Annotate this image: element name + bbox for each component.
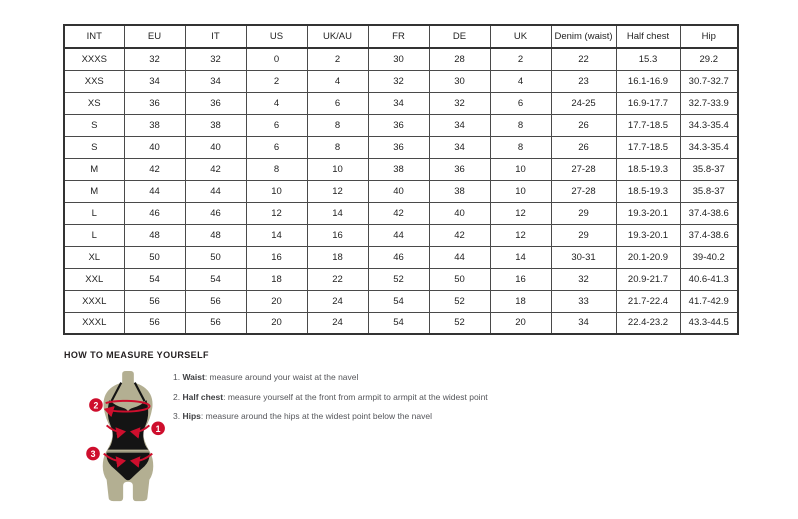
cell-half-chest: 16.9-17.7 [616,92,680,114]
cell-int: M [64,158,124,180]
table-row [64,158,738,180]
cell-uk: 8 [490,136,551,158]
column-header: Half chest [616,25,680,48]
cell-denim-waist: 33 [551,290,616,312]
cell-fr: 38 [368,158,429,180]
cell-uk: 20 [490,312,551,334]
instruction-text: : measure around the hips at the widest point below the navel [200,411,432,421]
cell-int: XXXL [64,312,124,334]
cell-it: 56 [185,312,246,334]
cell-hip: 41.7-42.9 [680,290,738,312]
cell-int: S [64,136,124,158]
badge-waist [151,422,165,436]
cell-uk: 10 [490,180,551,202]
size-table-body [64,48,738,334]
measure-instructions [173,368,593,427]
cell-it: 42 [185,158,246,180]
badge-hips [86,447,100,461]
cell-ukau: 24 [307,312,368,334]
column-header: Denim (waist) [551,25,616,48]
cell-eu: 32 [124,48,185,70]
column-header: IT [185,25,246,48]
column-header: UK/AU [307,25,368,48]
cell-fr: 36 [368,136,429,158]
cell-ukau: 18 [307,246,368,268]
cell-ukau: 4 [307,70,368,92]
cell-it: 36 [185,92,246,114]
cell-us: 18 [246,268,307,290]
cell-eu: 56 [124,312,185,334]
size-table [63,24,739,335]
cell-hip: 34.3-35.4 [680,114,738,136]
cell-denim-waist: 30-31 [551,246,616,268]
cell-denim-waist: 29 [551,224,616,246]
cell-half-chest: 15.3 [616,48,680,70]
cell-de: 42 [429,224,490,246]
cell-half-chest: 17.7-18.5 [616,114,680,136]
cell-de: 28 [429,48,490,70]
table-row [64,290,738,312]
table-row [64,92,738,114]
table-row [64,70,738,92]
cell-de: 52 [429,290,490,312]
cell-it: 56 [185,290,246,312]
cell-us: 6 [246,114,307,136]
table-row [64,114,738,136]
instruction-number: 3. [173,411,181,421]
cell-ukau: 14 [307,202,368,224]
cell-hip: 39-40.2 [680,246,738,268]
cell-hip: 43.3-44.5 [680,312,738,334]
table-row [64,48,738,70]
cell-it: 46 [185,202,246,224]
cell-uk: 2 [490,48,551,70]
cell-half-chest: 17.7-18.5 [616,136,680,158]
cell-int: XXXS [64,48,124,70]
table-row [64,268,738,290]
badge-number: 3 [90,449,96,460]
cell-int: L [64,224,124,246]
badge-number: 1 [155,423,161,434]
cell-ukau: 2 [307,48,368,70]
cell-us: 20 [246,290,307,312]
cell-ukau: 6 [307,92,368,114]
cell-de: 30 [429,70,490,92]
cell-us: 10 [246,180,307,202]
cell-eu: 46 [124,202,185,224]
cell-it: 32 [185,48,246,70]
cell-us: 6 [246,136,307,158]
badge-half-chest [89,398,103,412]
cell-ukau: 8 [307,114,368,136]
cell-uk: 12 [490,224,551,246]
cell-it: 48 [185,224,246,246]
cell-uk: 16 [490,268,551,290]
cell-int: XXS [64,70,124,92]
cell-uk: 4 [490,70,551,92]
cell-ukau: 22 [307,268,368,290]
cell-denim-waist: 22 [551,48,616,70]
cell-half-chest: 16.1-16.9 [616,70,680,92]
cell-fr: 42 [368,202,429,224]
cell-de: 38 [429,180,490,202]
cell-fr: 46 [368,246,429,268]
column-header: Hip [680,25,738,48]
cell-us: 0 [246,48,307,70]
cell-int: L [64,202,124,224]
cell-half-chest: 22.4-23.2 [616,312,680,334]
cell-it: 50 [185,246,246,268]
instruction-text: : measure around your waist at the navel [204,372,359,382]
measurement-figure [78,371,181,507]
measure-instruction [173,368,593,388]
cell-denim-waist: 27-28 [551,180,616,202]
cell-denim-waist: 32 [551,268,616,290]
cell-hip: 37.4-38.6 [680,224,738,246]
cell-de: 34 [429,136,490,158]
cell-fr: 36 [368,114,429,136]
cell-uk: 14 [490,246,551,268]
cell-uk: 10 [490,158,551,180]
cell-ukau: 24 [307,290,368,312]
cell-int: XS [64,92,124,114]
cell-de: 44 [429,246,490,268]
cell-de: 40 [429,202,490,224]
column-header: INT [64,25,124,48]
cell-fr: 54 [368,312,429,334]
cell-hip: 32.7-33.9 [680,92,738,114]
cell-de: 36 [429,158,490,180]
cell-it: 44 [185,180,246,202]
cell-us: 14 [246,224,307,246]
cell-de: 52 [429,312,490,334]
instruction-text: : measure yourself at the front from armpit to armpit at the widest point [223,391,488,402]
mannequin-illustration [78,371,181,507]
cell-hip: 40.6-41.3 [680,268,738,290]
instruction-label: Waist [182,372,205,382]
cell-eu: 48 [124,224,185,246]
cell-eu: 42 [124,158,185,180]
table-row [64,246,738,268]
cell-half-chest: 18.5-19.3 [616,180,680,202]
cell-eu: 56 [124,290,185,312]
cell-denim-waist: 26 [551,136,616,158]
instruction-label: Half chest [182,391,224,402]
column-header: US [246,25,307,48]
column-header: UK [490,25,551,48]
cell-ukau: 8 [307,136,368,158]
cell-eu: 54 [124,268,185,290]
badge-number: 2 [93,400,99,411]
measure-instruction [173,388,593,408]
cell-hip: 35.8-37 [680,158,738,180]
cell-de: 34 [429,114,490,136]
cell-us: 2 [246,70,307,92]
cell-denim-waist: 23 [551,70,616,92]
cell-uk: 12 [490,202,551,224]
cell-de: 50 [429,268,490,290]
cell-int: S [64,114,124,136]
cell-it: 40 [185,136,246,158]
cell-half-chest: 19.3-20.1 [616,224,680,246]
cell-us: 20 [246,312,307,334]
cell-denim-waist: 26 [551,114,616,136]
cell-eu: 50 [124,246,185,268]
table-row [64,312,738,334]
cell-eu: 36 [124,92,185,114]
cell-us: 16 [246,246,307,268]
size-chart [63,24,737,335]
column-header: FR [368,25,429,48]
cell-hip: 29.2 [680,48,738,70]
instruction-label: Hips [182,411,201,421]
cell-fr: 54 [368,290,429,312]
table-row [64,202,738,224]
cell-hip: 35.8-37 [680,180,738,202]
cell-int: XXL [64,268,124,290]
cell-eu: 34 [124,70,185,92]
cell-de: 32 [429,92,490,114]
cell-hip: 30.7-32.7 [680,70,738,92]
cell-us: 8 [246,158,307,180]
cell-eu: 38 [124,114,185,136]
instruction-number: 2. [173,391,181,402]
cell-half-chest: 21.7-22.4 [616,290,680,312]
cell-denim-waist: 24-25 [551,92,616,114]
cell-it: 38 [185,114,246,136]
cell-hip: 34.3-35.4 [680,136,738,158]
cell-uk: 18 [490,290,551,312]
cell-half-chest: 20.9-21.7 [616,268,680,290]
table-row [64,136,738,158]
cell-it: 34 [185,70,246,92]
cell-it: 54 [185,268,246,290]
cell-int: XXXL [64,290,124,312]
cell-ukau: 12 [307,180,368,202]
size-table-header [64,25,738,48]
cell-us: 12 [246,202,307,224]
cell-uk: 8 [490,114,551,136]
cell-fr: 44 [368,224,429,246]
column-header: DE [429,25,490,48]
instruction-number: 1. [173,372,181,382]
cell-half-chest: 19.3-20.1 [616,202,680,224]
cell-half-chest: 18.5-19.3 [616,158,680,180]
column-header: EU [124,25,185,48]
measure-section-title: HOW TO MEASURE YOURSELF [64,350,209,360]
cell-ukau: 16 [307,224,368,246]
cell-hip: 37.4-38.6 [680,202,738,224]
table-row [64,224,738,246]
cell-eu: 40 [124,136,185,158]
measure-instruction [173,407,593,427]
cell-fr: 34 [368,92,429,114]
table-row [64,180,738,202]
cell-eu: 44 [124,180,185,202]
cell-denim-waist: 27-28 [551,158,616,180]
cell-uk: 6 [490,92,551,114]
cell-int: XL [64,246,124,268]
cell-ukau: 10 [307,158,368,180]
cell-denim-waist: 34 [551,312,616,334]
cell-fr: 52 [368,268,429,290]
cell-half-chest: 20.1-20.9 [616,246,680,268]
cell-fr: 40 [368,180,429,202]
cell-int: M [64,180,124,202]
cell-fr: 30 [368,48,429,70]
cell-us: 4 [246,92,307,114]
cell-denim-waist: 29 [551,202,616,224]
cell-fr: 32 [368,70,429,92]
